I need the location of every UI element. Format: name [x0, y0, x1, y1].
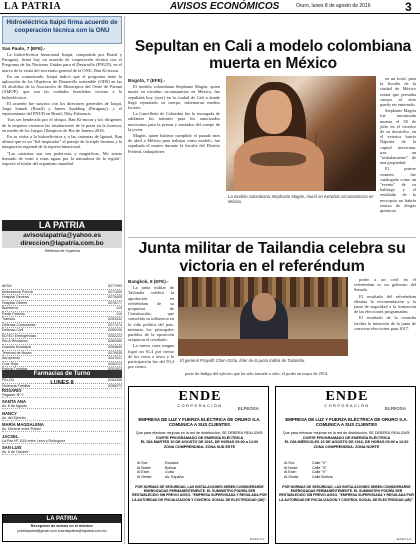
pharmacies-box	[2, 370, 122, 455]
pharmacy-address: Av. 6 de Octubre	[2, 450, 122, 455]
story2	[128, 277, 416, 387]
paper-name: LA PATRIA	[4, 1, 62, 12]
pharmacy-address: Av. del Ejército	[2, 416, 122, 421]
phone-service-name: Radio Patrulla	[2, 311, 25, 316]
logo-subtext: CORPORACIÓN	[324, 404, 370, 408]
phone-service-name: SeLA Reclamos	[2, 339, 28, 344]
ad-limits	[137, 461, 262, 479]
paragraph: En un comunicado, Itaipú indicó que el programa tiene la aplicación de los Objetivos de Desarrollo sostenible (ODS) en las 54 alcaldías de la Asociación de Municipios del Oeste de Paraná (AMOP), que son las ciudades brasileñas vecinas a la hidroeléctrica.	[2, 73, 122, 100]
limit-value: Bolívar	[165, 465, 177, 470]
phone-service-name: FELCN	[2, 378, 14, 383]
phone-service-name: Hospital Obrero	[2, 300, 28, 305]
ad-intro: Que para efectuar mejoras en la red de distribución, SE DEBERÁ REALIZAR:	[282, 431, 411, 435]
phone-number: 5271000	[108, 289, 122, 294]
contact-email-2[interactable]: direccion@lapatria.com.bo	[20, 239, 104, 247]
pharmacy-name: SANTA ANA	[2, 399, 27, 404]
story1-caption: La modelo colombiana Stephanie Magón, murió en extrañas circunstancias en México.	[228, 194, 374, 204]
phone-number: 5277474	[108, 322, 122, 327]
ad-when: EL DÍA MARTES 10 DE AGOSTO DE 2016, DE HORAS 09:00 a 12:00	[140, 440, 259, 444]
phone-service-name: Hospital General	[2, 295, 29, 300]
pharmacy-name: JACSEL	[2, 433, 19, 439]
limit-value: Calle "V"	[312, 461, 327, 465]
phone-number: 5250100	[108, 328, 122, 333]
ad-safety-note: POR NORMAS DE SEGURIDAD, LAS INSTALACIONES DEBEN CONSIDERARSE ENERGIZADAS PERMANENTEMENTE. EL SUMINISTRO PODRÍA SER RESTABLECIDO SIN PREVIO AVISO. "EMPRESA SUPERVISADA Y REGULADA POR LA AUTORIDAD DE FISCALIZACIÓN Y CONTROL SOCIAL DE ELECTRICIDAD (AE)".	[279, 485, 414, 502]
power-cut-notice	[275, 386, 416, 544]
limit-row	[137, 475, 262, 480]
phone-service-name: Aeropuerto	[2, 356, 20, 361]
page-number: 3	[405, 0, 412, 14]
phone-service-name: AESA	[2, 284, 12, 288]
limit-key: Al Norte:	[284, 465, 299, 470]
paragraph: La hidroeléctrica binacional Itaipú, compartida por Brasil y Paraguay, firmó hoy un acuerdo de cooperación técnica con el Programa de las Naciones Unidas para el Desarrollo (PNUD), en el marco de la visita del secretario general de la ONU, Ban Ki-moon.	[2, 52, 122, 73]
limit-key: Al Este:	[284, 470, 297, 474]
contact-paper-name: LA PATRIA	[2, 220, 122, 231]
phone-number: 5275405	[108, 295, 122, 300]
phone-service-name: Bomberos	[2, 306, 19, 311]
limit-key: Al Este:	[137, 470, 150, 474]
ad-limits	[284, 461, 409, 479]
photo-shape	[178, 339, 348, 356]
elfeo-logo: ELFEOSA	[237, 406, 259, 411]
pharmacy-name: MARÍA MAGDALENA	[2, 422, 44, 427]
limit-key: Al Oeste:	[137, 474, 153, 479]
ende-logo	[157, 389, 259, 414]
ad-ref: ELFEO S.A.	[396, 537, 412, 541]
limit-key: Al Sur:	[137, 461, 149, 465]
ad-ref: ELFEO S.A.	[249, 537, 265, 541]
ad-intro: Que para efectuar mejoras en la red de distribución, SE DEBERÁ REALIZAR:	[135, 431, 264, 435]
contact-box	[2, 220, 122, 253]
phone-service-name: Tránsito	[2, 317, 15, 322]
page-header	[0, 0, 420, 14]
pharmacy-list	[2, 388, 122, 456]
power-cut-notice	[128, 386, 269, 544]
paragraph: El resultado del referéndum elimina la recomendación y la junta de seguridad a la formación de las elecciones programadas.	[354, 293, 416, 315]
limit-key: Al Norte:	[137, 465, 152, 470]
ad-cut-label: CORTE PROGRAMADO DE ENERGÍA ELÉCTRICA	[302, 435, 391, 440]
phone-number: 5252222	[108, 333, 122, 338]
paragraph: El modelo colombiana Stephanie Magón, quien murió en extrañas circunstancias en México, fue sepultada hoy (ayer) en la ciudad de Cali a donde llegó repatriado su cuerpo, informaron medios locales.	[128, 84, 220, 111]
classified-ads	[128, 386, 416, 544]
ende-logo	[304, 389, 406, 414]
ad-body	[279, 431, 414, 449]
phone-number: 5256373	[108, 383, 122, 388]
limit-value: Calle Bolívar	[312, 474, 333, 479]
limit-value: Cuba	[165, 470, 174, 474]
ad-cut-label: CORTE PROGRAMADO DE ENERGÍA ELÉCTRICA	[155, 435, 244, 440]
story1-byline: Bogotá, 7 (EFE).-	[128, 78, 166, 83]
story2-headline: Junta militar de Tailandia celebra su victoria en el referéndum	[138, 240, 406, 275]
photo-shape	[250, 152, 306, 166]
reception-subtitle: Recepción de avisos en el interior:	[30, 524, 94, 528]
story2-column-1	[128, 277, 174, 370]
story1	[128, 76, 416, 234]
story-divider	[128, 237, 416, 238]
left-story-body	[2, 52, 122, 166]
photo-shape	[256, 90, 292, 134]
urgency-phones-heading: Teléfonos de Urgencia	[44, 249, 80, 253]
pharmacy-name: ROSARIO	[2, 387, 22, 393]
limit-key: Al Sur:	[284, 461, 296, 465]
limit-value: Av. España	[165, 474, 184, 479]
pharmacy-name: SAN LUIS	[2, 445, 22, 450]
phone-service-name: Defensa Civil	[2, 328, 24, 333]
paragraph: La junta militar de Tailandia celebró la aprobación en referéndum de su propuesta de Constitución, que consolida su influencia en la vida política del país, mientras los principales partidos de la oposición aceptaron el resultado.	[128, 285, 174, 343]
phone-service-name: Guardia Municipal	[2, 345, 31, 350]
phone-number: 5254330	[108, 378, 122, 383]
phone-service-name: Cruz Roja	[2, 361, 18, 366]
limit-key: Al Oeste:	[284, 474, 300, 479]
ad-body	[132, 431, 267, 449]
left-column	[2, 16, 122, 544]
photo-shape	[252, 293, 276, 321]
paragraph: El acuerdo fue suscrito con los directores generales de Itaipú, Jorge Samek (Brasil) y James Spalding (Paraguay), y el representante del PNUD en Brasil, Niky Fabiancic.	[2, 100, 122, 117]
story1-headline: Sepultan en Cali a modelo colombiana muerta en México	[134, 38, 412, 72]
paragraph: La nueva carta magna logró un 61,4 por ciento de los votos a favor y la participación fue del 59,4 por ciento.	[128, 343, 174, 370]
paragraph: Stephanie Magón fue encontrada muerta el 30 de julio en el exterior de su domicilio, en el exterior barrio Nápoles de la capital mexicana, tras un "resbalamiento" de una propiedad.	[380, 108, 416, 166]
reception-paper-name: LA PATRIA	[3, 515, 121, 523]
phone-service-name: ELFEO Emergencias	[2, 333, 36, 338]
paragraph: El primer examen fue catalogado como un "evento" de su hallazgo y el resultado de la necropsia no habría rastros de drogas químicas.	[380, 166, 416, 214]
paragraph: "Las cataratas son tan poderosas y magníficas. Me siento honrado de venir a estas aguas por la naturaleza de la región", expresó el titular del organismo mundial.	[2, 150, 122, 167]
limit-value: Calle "G"	[312, 465, 327, 470]
paragraph: La Cancillería de Colombia fue la encargada de adelantar los trámites para los autorizados mexicanos para la prensa y traslados del cuerpo de la joven.	[128, 111, 220, 132]
pharmacy-address: La Paz Nº 1118 entre León y Rodríguez	[2, 439, 122, 444]
junta-leader-photo	[178, 277, 348, 356]
pharmacy-address: Pagador Nº 2	[2, 393, 122, 398]
pharmacy-address: Av. 6 de Agosto	[2, 404, 122, 409]
ad-zone: ZONA COMPRENDIDA: ZONA NORTE	[313, 444, 380, 449]
pharmacies-title: Farmacias de Turno	[2, 370, 122, 378]
column-divider	[124, 16, 125, 544]
paragraph: en un local, para la fiscalía de la ciudad de México estará que prestaba cuerpo al sitio puedo ser enterrado.	[380, 76, 416, 108]
story2-caption: El general Prayuth Chan-Ocha, líder de la junta militar de Tailandia.	[180, 358, 306, 363]
logo-subtext: CORPORACIÓN	[177, 404, 223, 408]
limit-value: Ecuador	[165, 461, 179, 465]
phone-number: 5260060	[108, 339, 122, 344]
elfeo-logo: ELFEOSA	[384, 406, 406, 411]
phone-number: 5247011	[108, 356, 122, 361]
issue-date: Oruro, lunes 8 de agosto de 2016	[296, 3, 371, 9]
ad-safety-note: POR NORMAS DE SEGURIDAD, LAS INSTALACIONES DEBEN CONSIDERARSE ENERGIZADAS PERMANENTEMENTE. EL SUMINISTRO PODRÍA SER RESTABLECIDO SIN PREVIO AVISO. "EMPRESA SUPERVISADA Y REGULADA POR LA AUTORIDAD DE FISCALIZACIÓN Y CONTROL SOCIAL DE ELECTRICIDAD (AE)".	[132, 485, 267, 502]
paragraph: porte de Indigo del ejército que ha sido tomado a sitio, el poder en mayo de 2014.	[185, 371, 329, 376]
contact-emails	[2, 231, 122, 248]
ad-title: EMPRESA DE LUZ Y FUERZA ELÉCTRICA DE ORURO S.A. COMUNICA A SUS CLIENTES	[285, 417, 408, 428]
phone-number: 5276177	[108, 300, 122, 305]
story2-column-2	[180, 371, 348, 377]
phone-number: 110	[116, 311, 122, 316]
phone-service-name: Terminal de Buses	[2, 350, 32, 355]
phone-number: 119	[116, 306, 122, 311]
story1-column-1	[128, 76, 220, 155]
left-story-byline: Sao Paulo, 7 (EFE).-	[2, 46, 46, 51]
phone-number: 5254840	[108, 345, 122, 350]
logo-text: ENDE	[325, 389, 369, 404]
advert-reception-box	[2, 514, 122, 542]
model-photo	[226, 76, 376, 191]
story2-byline: Bangkok, 8 (EFE).-	[128, 279, 169, 284]
ad-zone: ZONA COMPRENDIDA: ZONA SUD ESTE	[163, 444, 236, 449]
photo-credit: ELIMAGEN	[314, 132, 318, 148]
paragraph: poder a un civil en el referéndum es un gobierno del Senado.	[354, 277, 416, 293]
contact-email-1[interactable]: avisoslapatria@yahoo.es	[23, 232, 101, 239]
ad-title: EMPRESA DE LUZ Y FUERZA ELÉCTRICA DE ORURO S.A. COMUNICA A SUS CLIENTES	[138, 417, 261, 428]
paragraph: En su visita a la hidroeléctrica y a las cataratas de Iguazú, Ban afirmó que es un "fiel inspirador" el paisaje de la triple frontera y la integración regional de la represa binacional.	[2, 134, 122, 150]
limit-value: Calle "V"	[312, 470, 327, 474]
logo-text: ENDE	[178, 389, 222, 404]
section-title: AVISOS ECONÓMICOS	[170, 1, 280, 12]
phone-number: 5253332	[108, 317, 122, 322]
pharmacy-address: Av. Dehene entre Potosí	[2, 427, 122, 432]
paragraph: El resultado de la consulta facilita la intención de la junta de convocar elecciones para 2017.	[354, 315, 416, 331]
phone-service-name: Violencia Familiar	[2, 383, 31, 388]
phone-service-name: Defensa Consumidor	[2, 322, 36, 327]
story2-column-3	[354, 277, 416, 332]
phone-service-name: Ambulancia Policía	[2, 289, 33, 294]
pharmacy-name: NANCY	[2, 410, 17, 416]
paragraph: Tras ser bendecida por el obispo, Ban Ki-moon y los dirigentes de la empresa visitaron las instalaciones de la presa en la frontera, en medio de los Juegos Olímpicos de Río de Janeiro 2016.	[2, 117, 122, 133]
phone-number: 5252213	[108, 361, 122, 366]
phone-number: 5279535	[108, 350, 122, 355]
story1-column-2	[380, 76, 416, 214]
phone-number: 5277993	[108, 284, 122, 288]
reception-email[interactable]: publilapatria@gmail.com sucr​alapatria@lapatria.com.bo	[17, 529, 107, 533]
pharmacies-turn: LUNES 8	[50, 380, 74, 386]
paragraph: Magón, quien hubiera cumplido el pasado mes de abril a México para trabajar como modelo, fue sepultada el martes durante la fiscalía del Distrito Federal, trabajadores	[128, 133, 220, 154]
ad-when: EL DÍA MIÉRCOLES 10 DE AGOSTO DE 2016, DE HORAS 09:00 a 12:00	[284, 440, 409, 444]
limit-row	[284, 475, 409, 480]
left-story-title: Hidroeléctrica Itaipú firma acuerdo de cooperación técnica con la ONU	[2, 16, 122, 44]
